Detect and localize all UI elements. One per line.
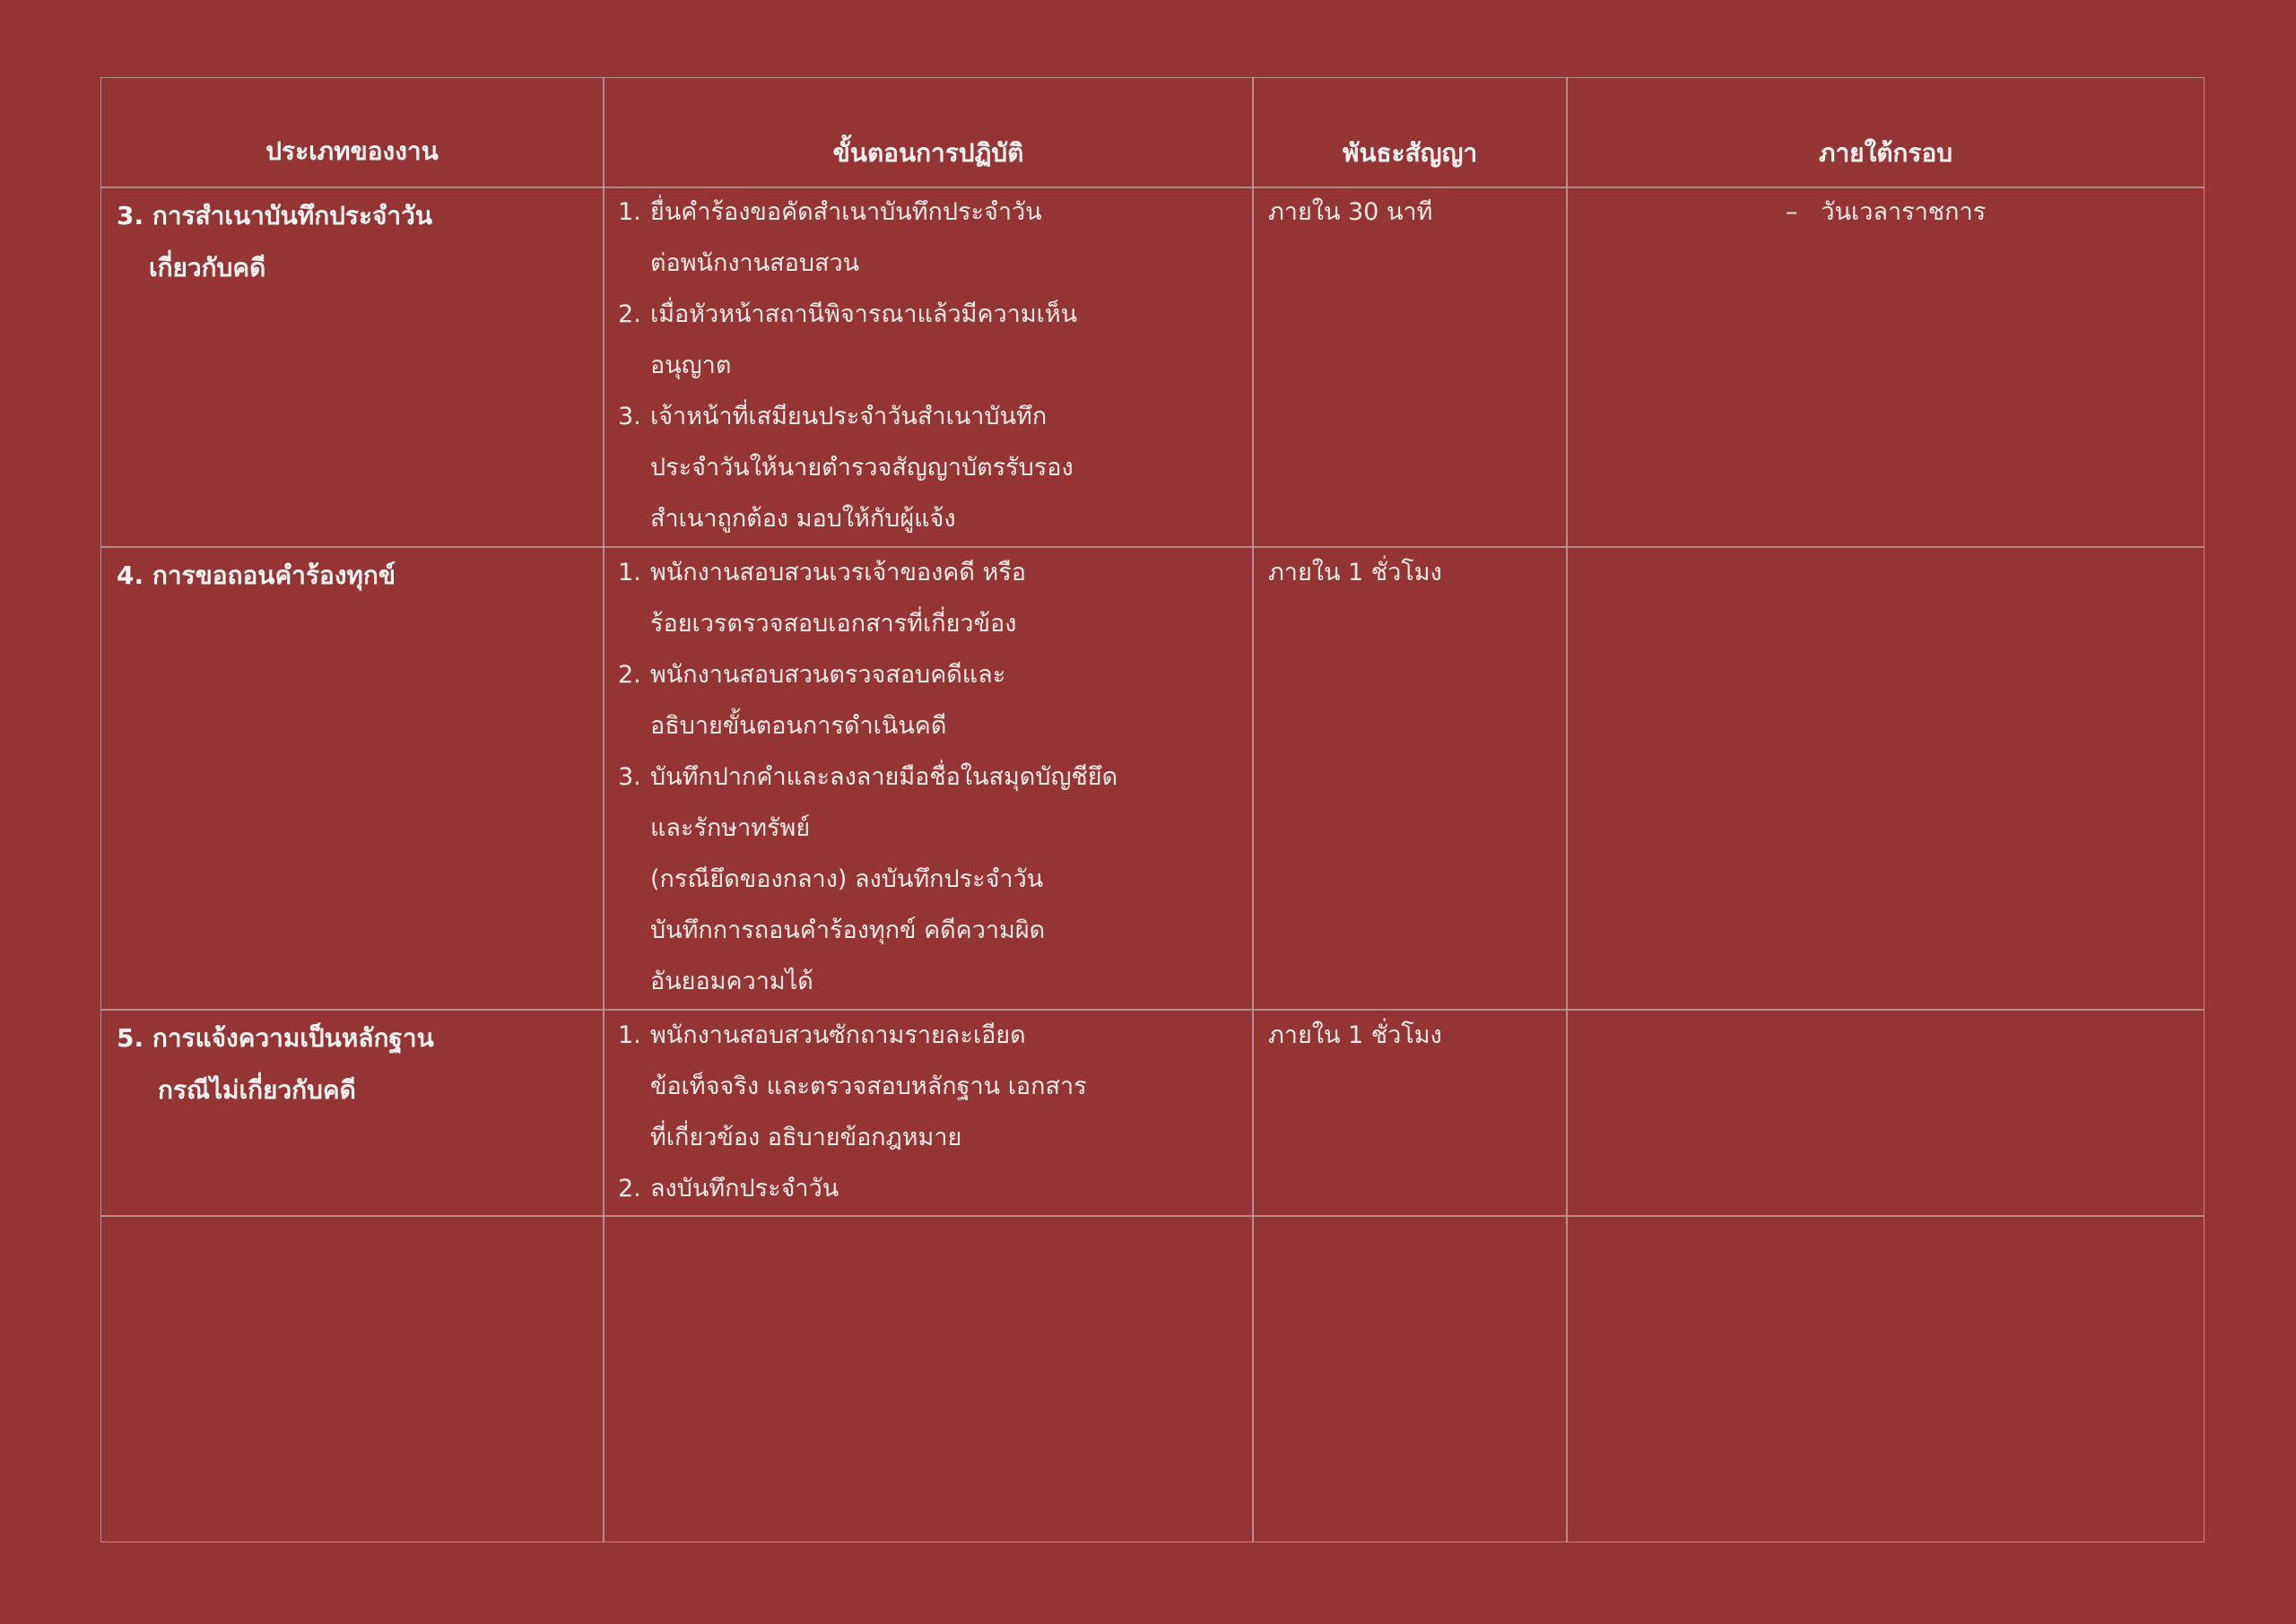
step-text: บันทึกการถอนคำร้องทุกข์ คดีความผิด: [650, 916, 1046, 944]
procedure-step: [618, 751, 1246, 1007]
step-number: 2.: [618, 1175, 641, 1203]
step-text: ลงบันทึกประจำวัน: [650, 1175, 839, 1203]
step-number: 2.: [618, 661, 641, 689]
step-number: 1.: [618, 559, 641, 586]
step-text: เมื่อหัวหน้าสถานีพิจารณาแล้วมีความเห็น: [650, 300, 1078, 328]
procedure-steps: [618, 1010, 1246, 1214]
step-text: อธิบายขั้นตอนการดำเนินคดี: [650, 712, 947, 740]
row-type-label: [117, 550, 592, 602]
step-text: ร้อยเวรตรวจสอบเอกสารที่เกี่ยวข้อง: [650, 610, 1017, 638]
service-table: [100, 77, 2205, 1542]
pledge-value: ภายใน 1 ชั่วโมง: [1268, 1021, 1442, 1049]
pledge-value: ภายใน 30 นาที: [1268, 198, 1433, 226]
procedure-step: [618, 1163, 1246, 1214]
procedure-step: [618, 187, 1246, 289]
step-number: 1.: [618, 1021, 641, 1049]
step-text: สำเนาถูกต้อง มอบให้กับผู้แจ้ง: [650, 505, 956, 533]
procedure-step: [618, 391, 1246, 544]
step-text: พนักงานสอบสวนซักถามรายละเอียด: [650, 1021, 1026, 1049]
row-type-line: 3. การสำเนาบันทึกประจำวัน: [117, 201, 432, 230]
frame-text: วันเวลาราชการ: [1821, 198, 1987, 226]
procedure-step: [618, 649, 1246, 751]
step-number: 3.: [618, 763, 641, 791]
procedure-steps: [618, 187, 1246, 544]
step-text: เจ้าหน้าที่เสมียนประจำวันสำเนาบันทึก: [650, 403, 1048, 430]
procedure-step: [618, 1010, 1246, 1163]
procedure-steps: [618, 547, 1246, 1007]
step-text: อันยอมความได้: [650, 968, 813, 995]
step-text: บันทึกปากคำและลงลายมือชื่อในสมุดบัญชียึด: [650, 763, 1118, 791]
step-text: ข้อเท็จจริง และตรวจสอบหลักฐาน เอกสาร: [650, 1073, 1087, 1100]
row-type-label: [117, 1012, 592, 1116]
row-type-line: เกี่ยวกับคดี: [149, 253, 266, 282]
row-type-line: 4. การขอถอนคำร้องทุกข์: [117, 560, 396, 590]
step-text: ต่อพนักงานสอบสวน: [650, 249, 860, 277]
step-text: พนักงานสอบสวนตรวจสอบคดีและ: [650, 661, 1006, 689]
step-number: 3.: [618, 403, 641, 430]
header-type: ประเภทของงาน: [265, 136, 439, 166]
header-procedure: ขั้นตอนการปฏิบัติ: [832, 138, 1024, 168]
header-frame: ภายใต้กรอบ: [1818, 138, 1953, 168]
header-pledge: พันธะสัญญา: [1342, 138, 1478, 168]
frame-value: [1567, 187, 2205, 238]
step-text: พนักงานสอบสวนเวรเจ้าของคดี หรือ: [650, 559, 1026, 586]
step-number: 1.: [618, 198, 641, 226]
step-text: ที่เกี่ยวข้อง อธิบายข้อกฎหมาย: [650, 1124, 962, 1151]
step-text: และรักษาทรัพย์: [650, 814, 811, 842]
row-type-label: [117, 190, 592, 294]
step-text: (กรณียึดของกลาง) ลงบันทึกประจำวัน: [650, 865, 1044, 893]
step-number: 2.: [618, 300, 641, 328]
row-type-line: กรณีไม่เกี่ยวกับคดี: [158, 1075, 356, 1105]
step-text: ประจำวันให้นายตำรวจสัญญาบัตรรับรอง: [650, 454, 1074, 482]
row-type-line: 5. การแจ้งความเป็นหลักฐาน: [117, 1023, 434, 1053]
pledge-value: ภายใน 1 ชั่วโมง: [1268, 559, 1442, 586]
procedure-step: [618, 289, 1246, 391]
step-text: อนุญาต: [650, 352, 732, 379]
step-text: ยื่นคำร้องขอคัดสำเนาบันทึกประจำวัน: [650, 198, 1042, 226]
procedure-step: [618, 547, 1246, 649]
dash-icon: –: [1785, 198, 1798, 226]
